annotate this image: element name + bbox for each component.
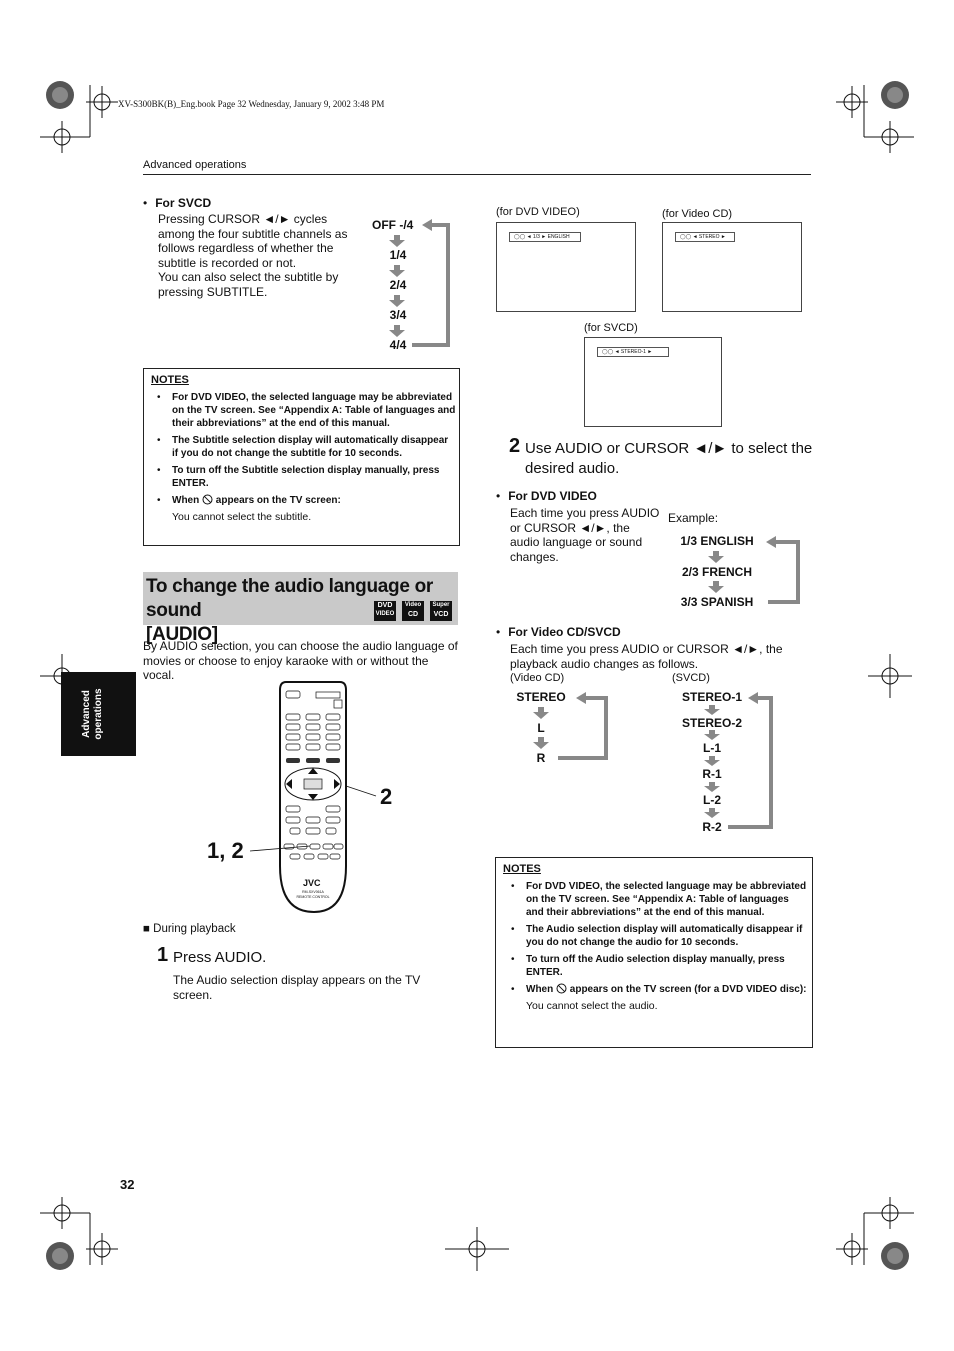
cycle-item: 2/4: [389, 278, 407, 292]
vcd-screen-label: (for Video CD): [662, 208, 733, 220]
file-info: XV-S300BK(B)_Eng.book Page 32 Wednesday, January 9, 2002 3:48 PM: [118, 99, 385, 109]
example-label: Example:: [668, 511, 719, 525]
cycle-item: 4/4: [389, 338, 407, 352]
cycle-item: L-1: [703, 741, 721, 755]
section-header: Advanced operations: [143, 159, 247, 171]
cycle-item: STEREO-2: [681, 716, 742, 730]
page-number: 32: [120, 1177, 135, 1192]
svcd-screen-label: (for SVCD): [584, 322, 638, 334]
notes-audio: [495, 857, 813, 1048]
remote-caption: RM-SXV061A REMOTE CONTROL: [296, 890, 330, 899]
vcd-svcd-text: Each time you press AUDIO or CURSOR ◄/►, the playback audio changes as follows.: [510, 642, 783, 671]
cycle-item: 1/4: [389, 248, 407, 262]
cycle-item: 2/3 FRENCH: [681, 565, 752, 579]
prohibited-icon: [556, 983, 567, 994]
side-tab-line1: Advanced: [81, 690, 92, 738]
callout-1-2: 1, 2: [207, 838, 244, 863]
note-item: • To turn off the Subtitle selection display manually, press ENTER.: [172, 464, 457, 490]
vcd-osd: ◯◯ ◄ STEREO ►: [675, 232, 735, 242]
section-heading: [143, 572, 458, 645]
vcd-cycle-label: (Video CD): [510, 672, 565, 684]
cycle-item: L-2: [703, 793, 721, 807]
step2-title: Use AUDIO or CURSOR ◄/► to select the desired audio.: [525, 440, 813, 477]
note-item: • When appears on the TV screen: You cannot select the subtitle.: [172, 494, 457, 524]
note-item: • For DVD VIDEO, the selected language may be abbreviated on the TV screen. See “Appendix A: Table of languages and their abbreviations” at the end of this manual.: [526, 880, 808, 919]
note-item: • The Subtitle selection display will automatically disappear if you do not change the subtitle for 10 seconds.: [172, 434, 457, 460]
note-item: • For DVD VIDEO, the selected language may be abbreviated on the TV screen. See “Appendix A: Table of languages and their abbreviations” at the end of this manual.: [172, 391, 457, 430]
dvd-cycle-arrows: [668, 534, 818, 614]
dvd-video-screen: [496, 222, 636, 312]
cycle-item: OFF -/4: [372, 218, 414, 232]
notes-title: NOTES: [503, 863, 541, 875]
note-item: • To turn off the Audio selection display manually, press ENTER.: [526, 953, 808, 979]
svcd-screen: [584, 337, 722, 427]
cycle-item: R: [536, 751, 546, 765]
audio-icon: ◯◯: [680, 234, 692, 240]
svcd-cycle-arrows: [672, 690, 782, 835]
cycle-item: 3/3 SPANISH: [680, 595, 754, 609]
svcd-osd: ◯◯ ◄ STEREO-1 ►: [597, 347, 669, 357]
svcd-subtitle-text: Pressing CURSOR ◄/► cycles among the four subtitle channels as follows regardless of whether the subtitle is recorded or not. You can also select the subtitle by pressing SUBTITLE.: [158, 212, 348, 299]
step1-title: Press AUDIO.: [173, 949, 267, 966]
cycle-item: L: [537, 721, 545, 735]
note-item: • When appears on the TV screen (for a DVD VIDEO disc): You cannot select the audio.: [526, 983, 808, 1013]
audio-icon: ◯◯: [602, 349, 614, 355]
step1-desc: The Audio selection display appears on the TV screen.: [173, 973, 421, 1002]
video-cd-badge: Video CD: [402, 601, 424, 621]
cycle-item: STEREO-1: [681, 690, 742, 704]
vcd-svcd-bullet-title: • For Video CD/SVCD: [496, 625, 621, 639]
dvd-video-badge: DVD VIDEO: [374, 601, 396, 621]
during-playback: ■ During playback: [143, 923, 236, 935]
svcd-cycle-label: (SVCD): [672, 672, 710, 684]
header-rule: [143, 174, 811, 175]
dvd-screen-label: (for DVD VIDEO): [496, 206, 580, 218]
video-cd-screen: [662, 222, 802, 312]
note-item: • The Audio selection display will automatically disappear if you do not change the audio for 10 seconds.: [526, 923, 808, 949]
callout-2: 2: [380, 784, 393, 809]
remote-brand: JVC: [303, 878, 321, 888]
dvd-video-bullet-title: • For DVD VIDEO: [496, 489, 597, 503]
svcd-bullet-title: • For SVCD: [143, 196, 212, 210]
section-title: To change the audio language or sound [AUDIO]: [146, 576, 433, 645]
step1-number: 1: [157, 944, 169, 966]
dvd-video-text: Each time you press AUDIO or CURSOR ◄/►, the audio language or sound changes.: [510, 506, 660, 564]
cycle-item: R-1: [702, 767, 722, 781]
prohibited-icon: [202, 494, 213, 505]
vcd-cycle-arrows: [506, 690, 616, 770]
cycle-item: STEREO: [516, 690, 566, 704]
disc-badges: [374, 601, 454, 621]
side-tab: [61, 672, 136, 756]
notes-subtitle: [143, 368, 460, 546]
notes-title: NOTES: [151, 374, 189, 386]
audio-intro: By AUDIO selection, you can choose the audio language of movies or choose to enjoy karaoke with or without the vocal.: [143, 639, 458, 683]
svcd-cycle-arrows: [370, 218, 470, 358]
super-vcd-badge: Super VCD: [430, 601, 452, 621]
cycle-item: 3/4: [389, 308, 407, 322]
dvd-osd: ◯◯ ◄ 1/3 ► ENGLISH: [509, 232, 581, 242]
step2-number: 2: [509, 435, 521, 457]
cycle-item: R-2: [702, 820, 722, 834]
audio-icon: ◯◯: [514, 234, 526, 240]
cycle-item: 1/3 ENGLISH: [680, 534, 754, 548]
side-tab-line2: operations: [93, 688, 104, 740]
